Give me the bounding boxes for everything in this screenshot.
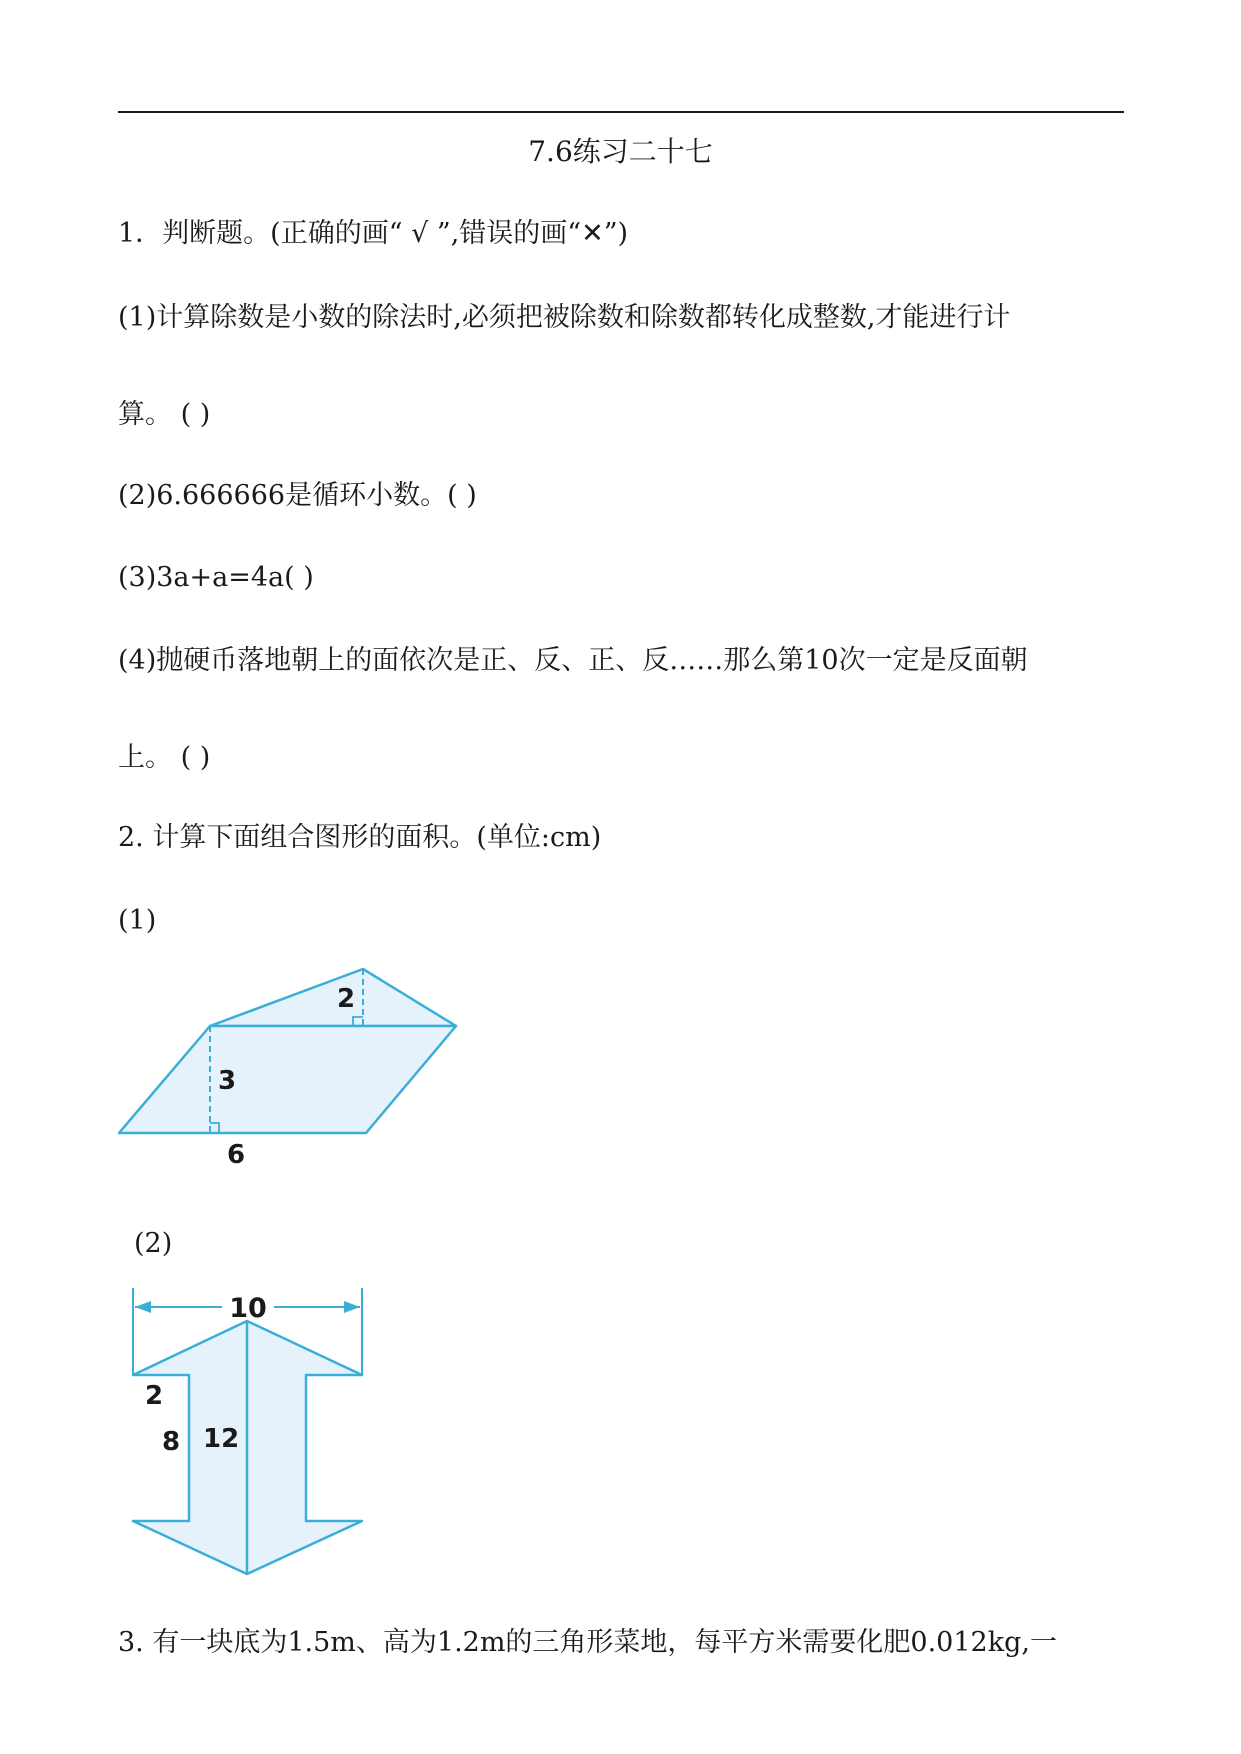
fig2-label-width: 10 bbox=[229, 1293, 267, 1324]
q1-item-1-cont: 算。 ( ) bbox=[118, 399, 211, 430]
q1-item-4-cont: 上。 ( ) bbox=[118, 742, 211, 773]
q1-item-2: (2)6.666666是循环小数。( ) bbox=[118, 480, 477, 511]
q2-fig2-label: (2) bbox=[134, 1228, 173, 1259]
page-title: 7.6练习二十七 bbox=[528, 135, 713, 168]
q2-heading: 2. 计算下面组合图形的面积。(单位:cm) bbox=[118, 822, 602, 853]
q2-fig1-label: (1) bbox=[118, 905, 157, 936]
q1-item-1: (1)计算除数是小数的除法时,必须把被除数和除数都转化成整数,才能进行计 bbox=[118, 302, 1011, 333]
fig2-dim-arrowhead-right bbox=[344, 1301, 360, 1313]
fig1-triangle bbox=[210, 969, 456, 1026]
fig2-label-arrow-height: 2 bbox=[145, 1381, 164, 1411]
fig2-label-total-height: 12 bbox=[203, 1424, 240, 1454]
fig1-parallelogram bbox=[119, 1026, 456, 1133]
fig1-label-height-main: 3 bbox=[218, 1066, 237, 1096]
q1-item-3: (3)3a+a=4a( ) bbox=[118, 562, 314, 593]
fig1-label-base: 6 bbox=[227, 1140, 246, 1170]
q1-heading: 1．判断题。(正确的画“ √ ”,错误的画“✕”) bbox=[118, 218, 629, 249]
figure-2-double-arrow bbox=[110, 1270, 380, 1590]
fig2-dim-arrowhead-left bbox=[135, 1301, 151, 1313]
header-rule bbox=[118, 111, 1124, 113]
q1-item-4: (4)抛硬币落地朝上的面依次是正、反、正、反……那么第10次一定是反面朝 bbox=[118, 645, 1028, 676]
fig2-label-shaft-height: 8 bbox=[162, 1427, 181, 1457]
q3-text: 3. 有一块底为1.5m、高为1.2m的三角形菜地，每平方米需要化肥0.012kg,一 bbox=[118, 1627, 1057, 1658]
figure-1-parallelogram-triangle bbox=[110, 950, 470, 1170]
fig1-label-height-top: 2 bbox=[337, 984, 356, 1014]
